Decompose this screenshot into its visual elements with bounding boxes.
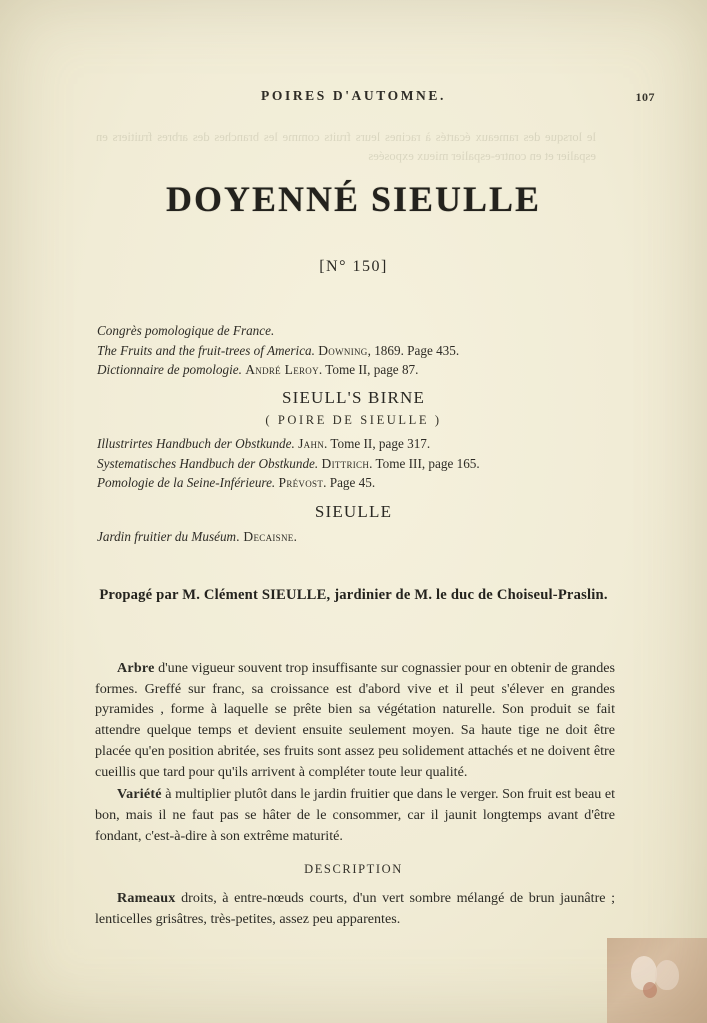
synonym-subheading-1: ( POIRE DE SIEULLE )	[265, 413, 442, 427]
paragraph-lead-word: Arbre	[117, 660, 155, 676]
entry-number: [N° 150]	[319, 258, 388, 275]
paragraph-arbre	[95, 658, 615, 782]
paragraph-lead-word: Variété	[117, 786, 162, 803]
artifact-blob	[643, 982, 657, 998]
paragraph-text: à multiplier plutôt dans le jardin fruitier que dans le verger. Son fruit est beau et bon, mais il ne faut pas se hâter de le consommer, car il jaunit longtemps avant d'être fondant, c'est-à-dire à son extrême maturité.	[95, 786, 615, 844]
page-title: DOYENNÉ SIEULLE	[165, 179, 542, 219]
paragraph-rameaux	[95, 888, 615, 930]
running-head	[92, 88, 655, 104]
reference-line: Jardin fruitier du Muséum. Decaisne.	[97, 529, 297, 544]
section-heading-description: DESCRIPTION	[304, 862, 403, 876]
description-body	[95, 888, 615, 930]
paragraph-text: droits, à entre-nœuds courts, d'un vert sombre mélangé de brun jaunâtre ; lenticelles grisâtres, très-petites, assez peu apparentes.	[95, 890, 615, 928]
propagated-by-note: Propagé par M. Clément SIEULLE, jardinier de M. le duc de Choiseul-Praslin.	[99, 587, 608, 603]
reference-line: Systematisches Handbuch der Obstkunde. Dittrich. Tome III, page 165.	[97, 455, 480, 471]
paragraph-variete	[95, 784, 615, 846]
body-text	[95, 658, 615, 848]
artifact-blob	[655, 960, 679, 990]
running-head-title: POIRES D'AUTOMNE.	[261, 88, 446, 103]
bleed-through-text: le lorsque des rameaux écartés à racines leurs fruits comme les branches des arbres fruitiers en espalier et en contre-espalier mieux exposées	[96, 130, 596, 164]
paragraph-lead-word: Rameaux	[117, 890, 176, 906]
references-primary	[97, 322, 615, 380]
reference-line: Pomologie de la Seine-Inférieure. Prévost. Page 45.	[97, 475, 376, 491]
references-synonym-1	[97, 434, 615, 493]
reference-text: Congrès pomologique de France.	[97, 323, 275, 338]
references-synonym-2	[97, 527, 615, 547]
synonym-heading-1: SIEULL'S BIRNE	[281, 388, 426, 407]
reference-line	[97, 322, 615, 341]
synonym-heading-2: SIEULLE	[314, 502, 393, 521]
reference-line: Illustrirtes Handbuch der Obstkunde. Jahn. Tome II, page 317.	[97, 436, 431, 451]
reference-line: The Fruits and the fruit-trees of America. Downing, 1869. Page 435.	[97, 342, 460, 358]
reference-line: Dictionnaire de pomologie. André Leroy. Tome II, page 87.	[97, 362, 419, 378]
page-number: 107	[635, 90, 655, 104]
scan-artifact-color-patch	[607, 938, 707, 1023]
paragraph-text: d'une vigueur souvent trop insuffisante sur cognassier pour en obtenir de grandes formes. Greffé sur franc, sa croissance est d'abord vive et il peut s'élever en grandes pyramides , forme à laquelle se prête bien sa végétation naturelle. Son produit se fait attendre quelque temps et devient ensuite seulement moyen. Sa haute tige ne doit être placée qu'en position abritée, ses fruits sont assez peu solidement attachés et ne doivent être cueillis que tard pour qu'ils arrivent à compléter toute leur qualité.	[95, 660, 615, 780]
